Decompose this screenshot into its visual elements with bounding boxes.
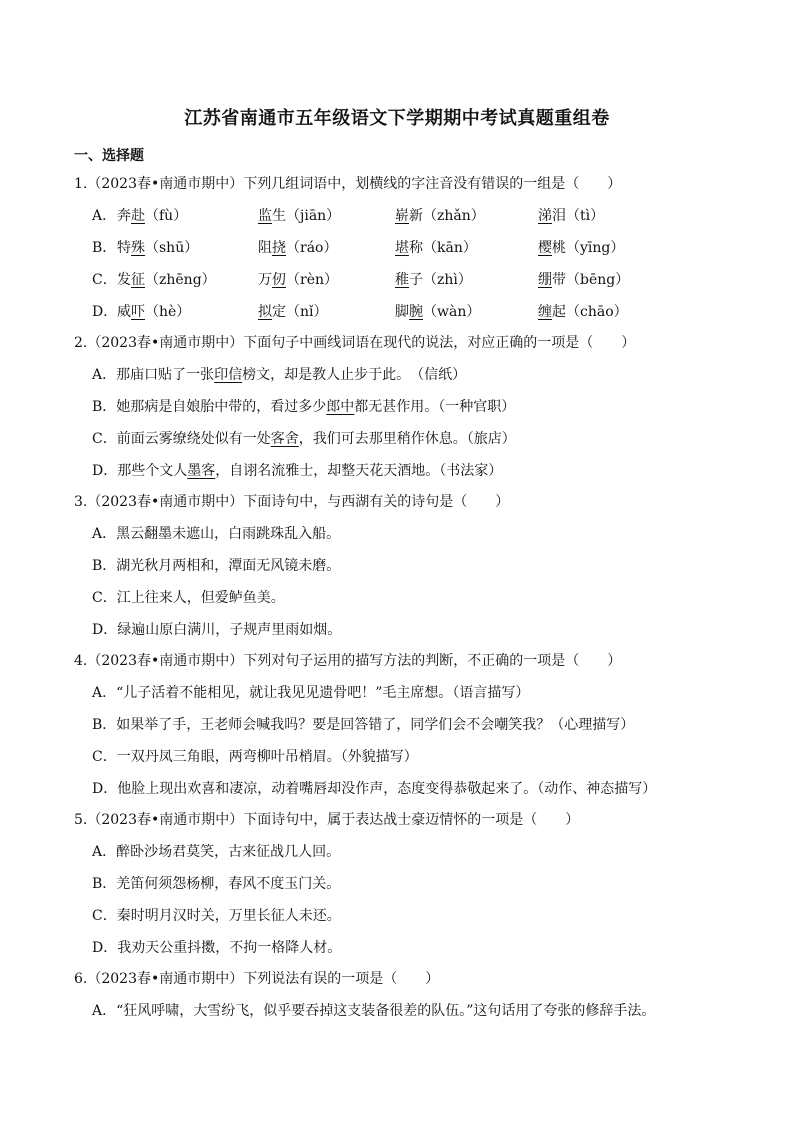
word-part: 新 [409,208,423,224]
underlined-char: 仞 [272,272,286,288]
word-part: 万 [258,272,272,288]
pinyin: （shū） [145,240,199,256]
pinyin-word [395,270,472,290]
pinyin: （zhēng） [145,272,216,288]
word-part: 奔 [117,208,131,224]
question-6-stem: 6.（2023春•南通市期中）下列说法有误的一项是（ ） [74,971,440,987]
pinyin: （chāo） [566,304,628,320]
pinyin-word [538,302,628,322]
option-text: C．前面云雾缭绕处似有一处 [92,431,271,447]
pinyin-word [258,238,337,258]
question-4-option-c: C．一双丹凤三角眼，两弯柳叶吊梢眉。（外貌描写） [92,749,418,765]
question-3-option-d: D．绿遍山原白满川，子规声里雨如烟。 [92,622,342,638]
pinyin: （wàn） [423,304,481,320]
question-4-stem: 4.（2023春•南通市期中）下列对句子运用的描写方法的判断，不正确的一项是（ ） [74,653,622,669]
pinyin: （bēng） [566,272,630,288]
option-text: B．她那病是自娘胎中带的，看过多少 [92,399,327,415]
question-3-option-b: B．湖光秋月两相和，潭面无风镜未磨。 [92,558,341,574]
pinyin: （tì） [566,208,605,224]
question-5-option-d: D．我劝天公重抖擞，不拘一格降人材。 [92,940,342,956]
question-5-option-c: C．秦时明月汉时关，万里长征人未还。 [92,908,341,924]
word-part: 桃 [552,240,566,256]
pinyin-word [395,302,480,322]
pinyin: （nǐ） [286,304,328,320]
question-4-option-a: A．“儿子活着不能相见，就让我见见遗骨吧！”毛主席想。（语言描写） [92,685,530,701]
question-3-option-c: C．江上往来人，但爱鲈鱼美。 [92,590,285,606]
pinyin-word [117,238,198,258]
option-text: 都无甚作用。（一种官职） [354,399,516,415]
question-1-stem: 1.（2023春•南通市期中）下列几组词语中，划横线的字注音没有错误的一组是（ ） [74,176,622,192]
pinyin: （hè） [145,304,191,320]
question-4-option-b: B．如果举了手，王老师会喊我吗？要是回答错了，同学们会不会嘲笑我？（心理描写） [92,717,635,733]
word-part: 发 [117,272,131,288]
question-2-option [92,365,466,385]
pinyin: （kān） [423,240,477,256]
pinyin: （jiān） [286,208,341,224]
underlined-char: 涕 [538,208,552,224]
question-2-stem: 2.（2023春•南通市期中）下面句子中画线词语在现代的说法，对应正确的一项是（ ） [74,335,636,351]
word-part: 生 [272,208,286,224]
underlined-char: 吓 [131,304,145,320]
option-letter: A． [92,208,117,224]
question-2-option [92,461,502,481]
pinyin: （rèn） [286,272,338,288]
word-part: 脚 [395,304,409,320]
underlined-char: 腕 [409,304,423,320]
word-part: 起 [552,304,566,320]
word-part: 称 [409,240,423,256]
question-3-option-a: A．黑云翻墨未遮山，白雨跳珠乱入船。 [92,526,341,542]
word-part: 特 [117,240,131,256]
underlined-char: 樱 [538,240,552,256]
pinyin-word [258,270,338,290]
option-text: A．那庙口贴了一张 [92,367,215,383]
underlined-char: 绷 [538,272,552,288]
question-3-stem: 3.（2023春•南通市期中）下面诗句中，与西湖有关的诗句是（ ） [74,494,510,510]
pinyin: （zhǎn） [423,208,485,224]
option-text: D．那些个文人 [92,463,188,479]
underlined-word: 墨客 [187,463,216,479]
pinyin-word [117,206,187,226]
option-text: 榜文，却是教人止步于此。 （信纸） [242,367,467,383]
pinyin-word [538,206,604,226]
question-2-option [92,429,516,449]
question-5-option-a: A．醉卧沙场君莫笑，古来征战几人回。 [92,844,341,860]
underlined-word: 客舍 [270,431,299,447]
pinyin-word [538,270,629,290]
section-heading: 一、选择题 [74,148,144,164]
pinyin-word [117,270,216,290]
question-5-option-b: B．羌笛何须怨杨柳，春风不度玉门关。 [92,876,341,892]
question-5-stem: 5.（2023春•南通市期中）下面诗句中，属于表达战士豪迈情怀的一项是（ ） [74,812,580,828]
pinyin-word [117,302,190,322]
option-text: ，我们可去那里稍作休息。（旅店） [298,431,516,447]
word-part: 阻 [258,240,272,256]
pinyin: （fù） [145,208,188,224]
underlined-char: 赴 [131,208,145,224]
underlined-char: 征 [131,272,145,288]
pinyin: （ráo） [286,240,338,256]
option-letter: B． [92,240,117,256]
underlined-word: 印信 [214,367,243,383]
underlined-char: 堪 [395,240,409,256]
page-title: 江苏省南通市五年级语文下学期期中考试真题重组卷 [184,108,610,129]
pinyin-word [258,302,328,322]
pinyin-word [258,206,340,226]
underlined-char: 缠 [538,304,552,320]
underlined-char: 挠 [272,240,286,256]
question-4-option-d: D．他脸上现出欢喜和凄凉，动着嘴唇却没作声，态度变得恭敬起来了。（动作、神态描写） [92,781,657,797]
word-part: 威 [117,304,131,320]
pinyin-word [395,206,485,226]
pinyin-word [395,238,477,258]
option-letter: D． [92,304,118,320]
question-2-option [92,397,515,417]
question-6-option-a: A．“狂风呼啸，大雪纷飞，似乎要吞掉这支装备很差的队伍。”这句话用了夸张的修辞手法。 [92,1003,656,1019]
underlined-char: 殊 [131,240,145,256]
underlined-char: 稚 [395,272,409,288]
word-part: 子 [409,272,423,288]
option-text: ，自诩名流雅士，却整天花天酒地。（书法家） [215,463,503,479]
word-part: 泪 [552,208,566,224]
underlined-char: 拟 [258,304,272,320]
pinyin: （yīng） [566,240,625,256]
underlined-char: 监 [258,208,272,224]
pinyin: （zhì） [423,272,472,288]
word-part: 带 [552,272,566,288]
pinyin-word [538,238,624,258]
word-part: 定 [272,304,286,320]
option-letter: C． [92,272,117,288]
underlined-char: 崭 [395,208,409,224]
underlined-word: 郎中 [326,399,355,415]
